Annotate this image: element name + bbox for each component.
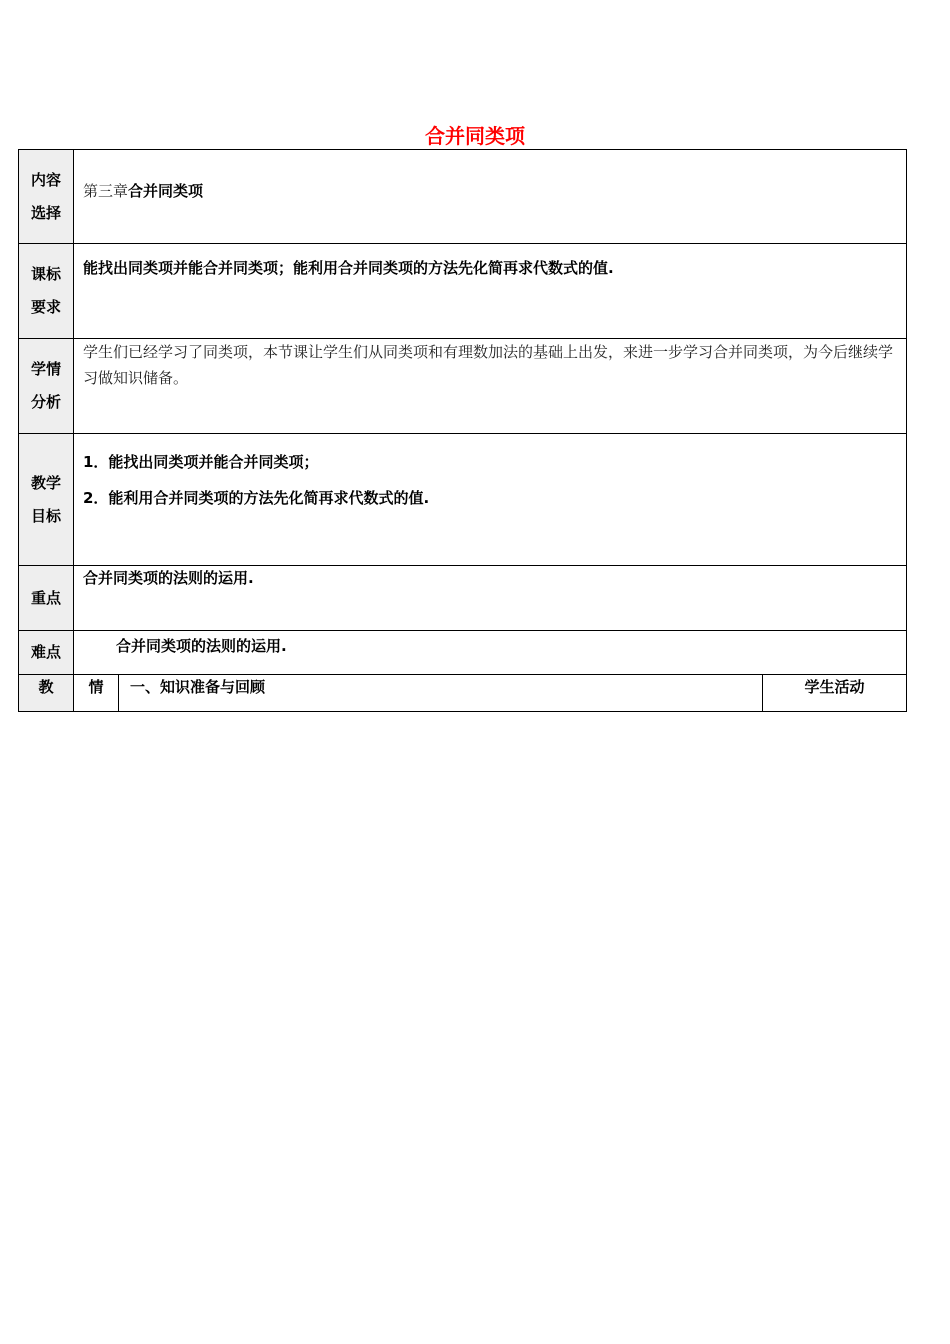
label-difficulty: 难点 [19,631,74,675]
chapter-topic: 合并同类项 [128,182,204,200]
page-title: 合并同类项 [425,124,525,148]
label-line: 内容 [30,170,61,189]
process-col-student-activity: 学生活动 [763,675,907,712]
goal-item: 1．能找出同类项并能合并同类项； [83,453,319,471]
curriculum-text: 能找出同类项并能合并同类项；能利用合并同类项的方法先化简再求代数式的值. [83,259,614,277]
label-line: 分析 [30,393,61,411]
key-point-text: 合并同类项的法则的运用. [83,569,254,587]
difficulty-text: 合并同类项的法则的运用. [116,637,287,655]
process-col-teaching: 教 [19,675,74,712]
label-line: 教学 [30,473,61,492]
process-col-section: 一、知识准备与回顾 [119,675,763,712]
label-goals [19,434,74,566]
label-curriculum [19,244,74,339]
goal-item: 2．能利用合并同类项的方法先化简再求代数式的值. [83,489,430,507]
label-key-point: 重点 [19,566,74,631]
cell-difficulty [74,631,907,675]
label-line: 课标 [30,265,61,283]
cell-goals [74,434,907,566]
label-line: 要求 [30,298,61,316]
cell-content-choice [74,150,907,244]
row-content-choice [19,150,907,244]
label-line: 目标 [30,506,61,525]
chapter-prefix: 第三章 [83,182,129,200]
cell-analysis [74,339,907,434]
analysis-text: 学生们已经学习了同类项，本节课让学生们从同类项和有理数加法的基础上出发，来进一步学习合并同类项，为今后继续学习做知识储备。 [83,343,894,387]
cell-key-point [74,566,907,631]
label-line: 选择 [30,203,61,222]
row-difficulty [19,631,907,675]
row-key-point [19,566,907,631]
process-col-situation: 情 [74,675,119,712]
label-content-choice [19,150,74,244]
label-analysis [19,339,74,434]
label-line: 学情 [30,360,61,378]
lesson-plan-table [18,149,907,712]
row-curriculum [19,244,907,339]
row-analysis [19,339,907,434]
row-goals [19,434,907,566]
row-process [19,675,907,712]
cell-curriculum [74,244,907,339]
